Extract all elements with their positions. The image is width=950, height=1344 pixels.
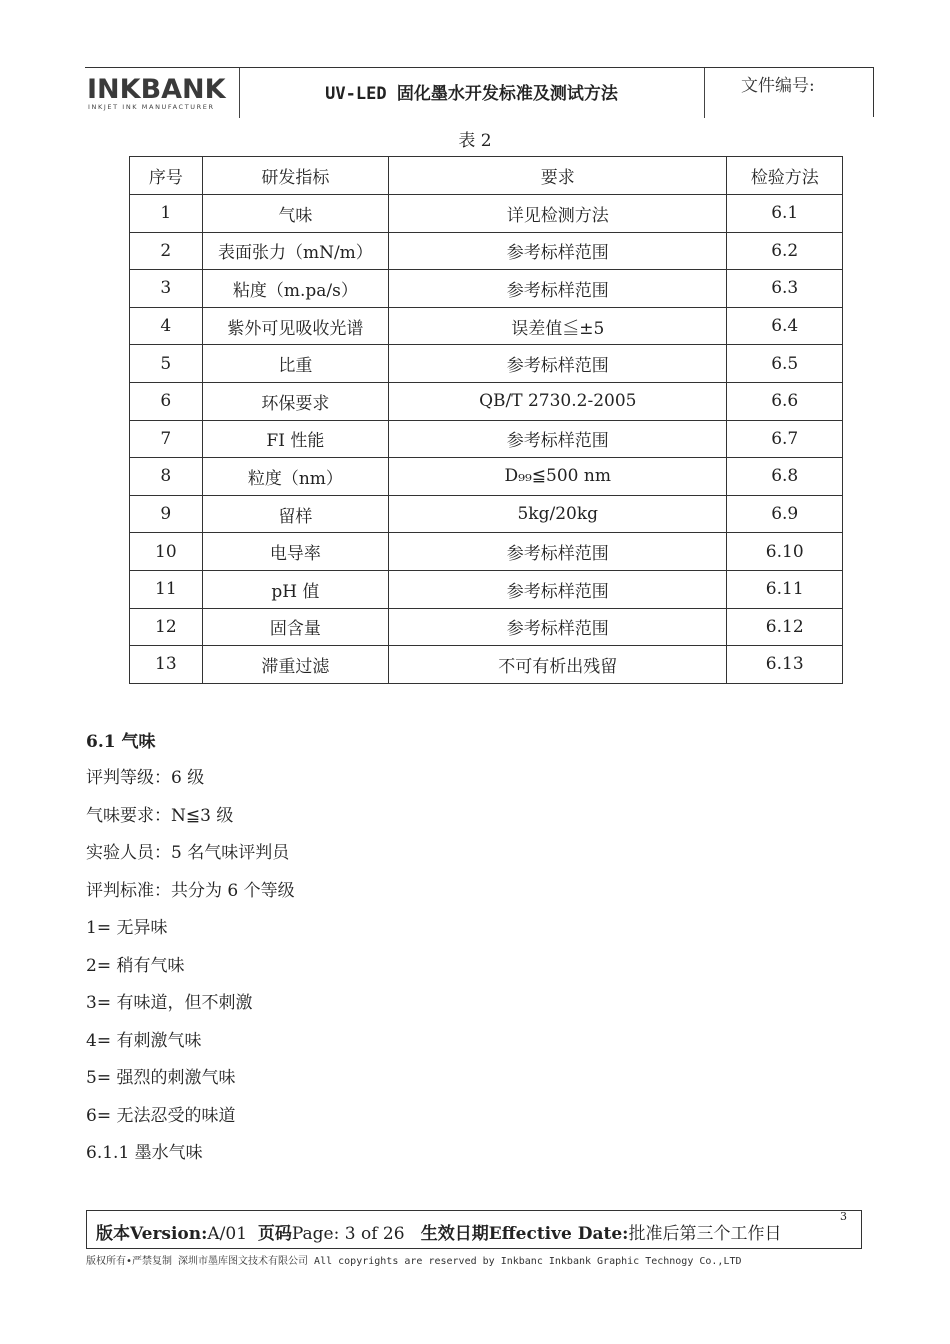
table-cell: 1 (130, 195, 203, 233)
date-value: 批准后第三个工作日 (628, 1224, 782, 1244)
table-cell: 粒度（nm） (202, 458, 388, 496)
table-row (130, 232, 843, 270)
table-row (130, 382, 843, 420)
table-cell: 6.4 (727, 307, 843, 345)
page-number: 3 (840, 1210, 847, 1223)
logo-text: INKBANK (87, 74, 226, 105)
section-title: 6.1 气味 (86, 732, 156, 752)
version-value: A/01 (207, 1224, 248, 1244)
table-row (130, 570, 843, 608)
table-cell: 误差值≦±5 (389, 307, 727, 345)
table-cell: 6.2 (727, 232, 843, 270)
doc-number-cell (704, 68, 873, 118)
table-cell: 6.13 (727, 646, 843, 684)
table-header-row (130, 157, 843, 195)
spec-table (129, 156, 843, 684)
table-cell: 不可有析出残留 (389, 646, 727, 684)
body-line: 实验人员：5 名气味评判员 (86, 843, 290, 863)
table-row (130, 533, 843, 571)
body-line: 评判标准：共分为 6 个等级 (86, 880, 295, 901)
header-cell: 序号 (130, 157, 203, 195)
page-value: Page: 3 of 26 (291, 1224, 405, 1244)
page-header (85, 67, 874, 117)
copyright-notice: 版权所有•严禁复制 深圳市墨库图文技术有限公司 All copyrights are reserved by Inkbanc Inkbank Graphic Technogy Co.,LTD (86, 1256, 742, 1267)
table-cell: FI 性能 (202, 420, 388, 458)
table-cell: 6.9 (727, 495, 843, 533)
table-cell: pH 值 (202, 570, 388, 608)
table-cell: 气味 (202, 195, 388, 233)
table-cell: 12 (130, 608, 203, 646)
table-cell: 10 (130, 533, 203, 571)
table-cell: QB/T 2730.2-2005 (389, 382, 727, 420)
table-cell: 6.8 (727, 458, 843, 496)
date-label: 生效日期Effective Date: (420, 1224, 629, 1244)
table-cell: 6.11 (727, 570, 843, 608)
body-line: 气味要求：N≦3 级 (86, 805, 234, 826)
body-line: 4= 有刺激气味 (86, 1030, 202, 1051)
table-cell: 参考标样范围 (389, 270, 727, 308)
table-cell: 粘度（m.pa/s） (202, 270, 388, 308)
table-cell: 8 (130, 458, 203, 496)
body-line: 3= 有味道，但不刺激 (86, 993, 253, 1013)
logo-subtitle: INKJET INK MANUFACTURER (88, 103, 215, 111)
table-cell: 13 (130, 646, 203, 684)
body-line: 2= 稍有气味 (86, 955, 185, 976)
version-label: 版本Version: (96, 1224, 208, 1244)
header-cell: 检验方法 (727, 157, 843, 195)
table-cell: 参考标样范围 (389, 533, 727, 571)
table-cell: 5 (130, 345, 203, 383)
body-line: 评判等级：6 级 (86, 768, 205, 788)
table-cell: 6.10 (727, 533, 843, 571)
table-cell: 6.12 (727, 608, 843, 646)
body-line: 6.1.1 墨水气味 (86, 1143, 203, 1163)
body-line: 1= 无异味 (86, 918, 168, 938)
doc-number-label: 文件编号: (741, 76, 815, 96)
table-row (130, 345, 843, 383)
table-caption: 表 2 (458, 131, 492, 151)
table-cell: 比重 (202, 345, 388, 383)
table-cell: 参考标样范围 (389, 608, 727, 646)
table-cell: 参考标样范围 (389, 570, 727, 608)
table-cell: 11 (130, 570, 203, 608)
table-cell: 6.7 (727, 420, 843, 458)
table-cell: 环保要求 (202, 382, 388, 420)
header-cell: 研发指标 (202, 157, 388, 195)
table-cell: 3 (130, 270, 203, 308)
table-cell: 2 (130, 232, 203, 270)
logo (85, 68, 240, 118)
header-cell: 要求 (389, 157, 727, 195)
table-cell: 滞重过滤 (202, 646, 388, 684)
table-cell: 留样 (202, 495, 388, 533)
table-cell: 7 (130, 420, 203, 458)
table-row (130, 495, 843, 533)
table-row (130, 458, 843, 496)
table-cell: 详见检测方法 (389, 195, 727, 233)
table-cell: 固含量 (202, 608, 388, 646)
table-cell: 紫外可见吸收光谱 (202, 307, 388, 345)
table-cell: 9 (130, 495, 203, 533)
body-line: 6= 无法忍受的味道 (86, 1105, 236, 1126)
table-cell: 6.5 (727, 345, 843, 383)
table-row (130, 195, 843, 233)
table-row (130, 307, 843, 345)
document-title: UV-LED 固化墨水开发标准及测试方法 (325, 84, 618, 104)
table-cell: 4 (130, 307, 203, 345)
table-row (130, 646, 843, 684)
table-cell: D₉₉≦500 nm (389, 458, 727, 496)
table-cell: 6.6 (727, 382, 843, 420)
page-footer (86, 1210, 862, 1249)
table-row (130, 270, 843, 308)
table-cell: 表面张力（mN/m） (202, 232, 388, 270)
table-cell: 参考标样范围 (389, 345, 727, 383)
table-cell: 6.1 (727, 195, 843, 233)
table-cell: 参考标样范围 (389, 232, 727, 270)
table-cell: 参考标样范围 (389, 420, 727, 458)
table-row (130, 608, 843, 646)
table-row (130, 420, 843, 458)
table-cell: 6.3 (727, 270, 843, 308)
page-label: 页码 (257, 1224, 292, 1244)
table-cell: 电导率 (202, 533, 388, 571)
table-cell: 6 (130, 382, 203, 420)
table-cell: 5kg/20kg (389, 495, 727, 533)
body-line: 5= 强烈的刺激气味 (86, 1068, 236, 1088)
